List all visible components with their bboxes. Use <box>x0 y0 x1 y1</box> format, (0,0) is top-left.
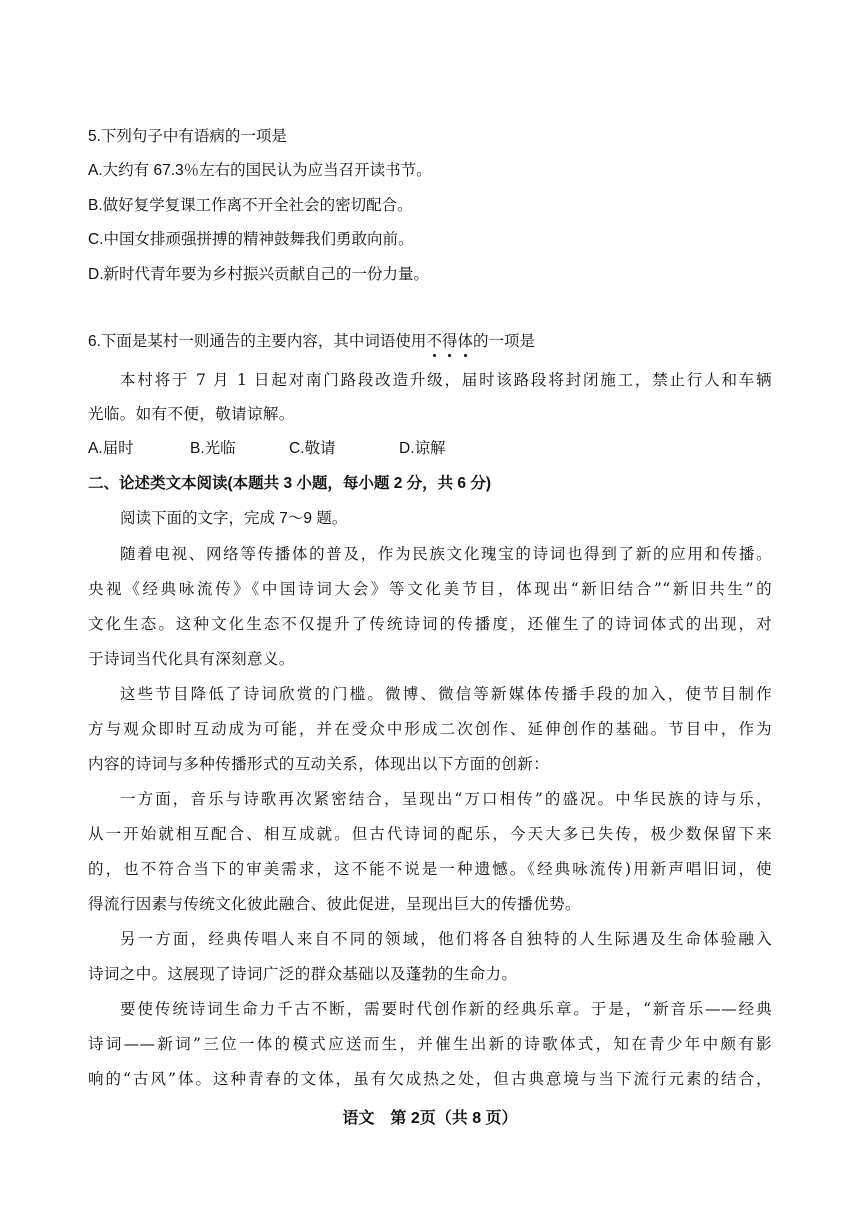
section-heading: 二、论述类文本阅读(本题共 3 小题，每小题 2 分，共 6 分) <box>88 475 492 492</box>
reading-instruction: 阅读下面的文字，完成 7～9 题。 <box>120 510 348 527</box>
notice-line: 光临。如有不便，敬请谅解。 <box>88 405 295 423</box>
paragraph-line: 的，也不符合当下的审美需求，这不能不说是一种遗憾。《经典咏流传)用新声唱旧词，使 <box>88 860 772 878</box>
question-6-stem-suffix: 的一项是 <box>472 333 535 350</box>
question-5-option-d: D.新时代青年要为乡村振兴贡献自己的一份力量。 <box>88 266 430 283</box>
page-footer: 语文 第 2页（共 8 页） <box>342 1110 518 1127</box>
paragraph-line: 要使传统诗词生命力千古不断，需要时代创作新的经典乐章。于是，“新音乐——经典 <box>120 1000 772 1018</box>
question-5-option-a: A.大约有 67.3％左右的国民认为应当召开读书节。 <box>88 162 432 179</box>
paragraph-line: 另一方面，经典传唱人来自不同的领域，他们将各自独特的人生际遇及生命体验融入 <box>120 930 772 948</box>
question-6-stem-prefix: 6.下面是某村一则通告的主要内容，其中词语使用 <box>88 333 427 350</box>
paragraph-line: 响的“古风”体。这种青春的文体，虽有欠成热之处，但古典意境与当下流行元素的结合， <box>88 1070 772 1088</box>
question-6-option-b: B.光临 <box>190 440 236 457</box>
paragraph-line: 于诗词当代化具有深刻意义。 <box>88 650 295 668</box>
question-5-option-b: B.做好复学复课工作离不开全社会的密切配合。 <box>88 197 413 214</box>
question-6-option-c: C.敬请 <box>289 440 336 457</box>
notice-line: 本村将于 7 月 1 日起对南门路段改造升级，届时该路段将封闭施工，禁止行人和车辆 <box>120 371 772 389</box>
question-6-option-d: D.谅解 <box>399 440 446 457</box>
paragraph-line: 方与观众即时互动成为可能，并在受众中形成二次创作、延伸创作的基础。节目中，作为 <box>88 720 772 738</box>
paragraph-line: 内容的诗词与多种传播形式的互动关系，体现出以下方面的创新： <box>88 755 550 773</box>
paragraph-line: 一方面，音乐与诗歌再次紧密结合，呈现出“万口相传”的盛况。中华民族的诗与乐， <box>120 790 772 808</box>
paragraph-line: 诗词——新词”三位一体的模式应送而生，并催生出新的诗歌体式，知在青少年中颇有影 <box>88 1035 772 1053</box>
emphasis-char: 体 <box>457 333 473 350</box>
paragraph-line: 文化生态。这种文化生态不仅提升了传统诗词的传播度，还催生了的诗词体式的出现，对 <box>88 615 772 633</box>
emphasis-char: 不 <box>426 333 442 350</box>
question-6-option-a: A.届时 <box>88 440 134 457</box>
paragraph-line: 得流行因素与传统文化彼此融合、彼此促进，呈现出巨大的传播优势。 <box>88 895 581 913</box>
question-6-stem <box>88 332 535 352</box>
paragraph-line: 随着电视、网络等传播体的普及，作为民族文化瑰宝的诗词也得到了新的应用和传播。 <box>120 545 772 563</box>
paragraph-line: 这些节目降低了诗词欣赏的门槛。微博、微信等新媒体传播手段的加入，使节目制作 <box>120 685 772 703</box>
paragraph-line: 从一开始就相互配合、相互成就。但古代诗词的配乐，今天大多已失传，极少数保留下来 <box>88 825 772 843</box>
paragraph-line: 诗词之中。这展现了诗词广泛的群众基础以及蓬勃的生命力。 <box>88 965 518 983</box>
question-5-option-c: C.中国女排顽强拼搏的精神鼓舞我们勇敢向前。 <box>88 231 414 248</box>
paragraph-line: 央视《经典咏流传》《中国诗词大会》等文化美节目，体现出“新旧结合”“新旧共生”的 <box>88 580 772 598</box>
question-5-stem: 5.下列句子中有语病的一项是 <box>88 128 287 145</box>
emphasis-char: 得 <box>441 333 458 350</box>
